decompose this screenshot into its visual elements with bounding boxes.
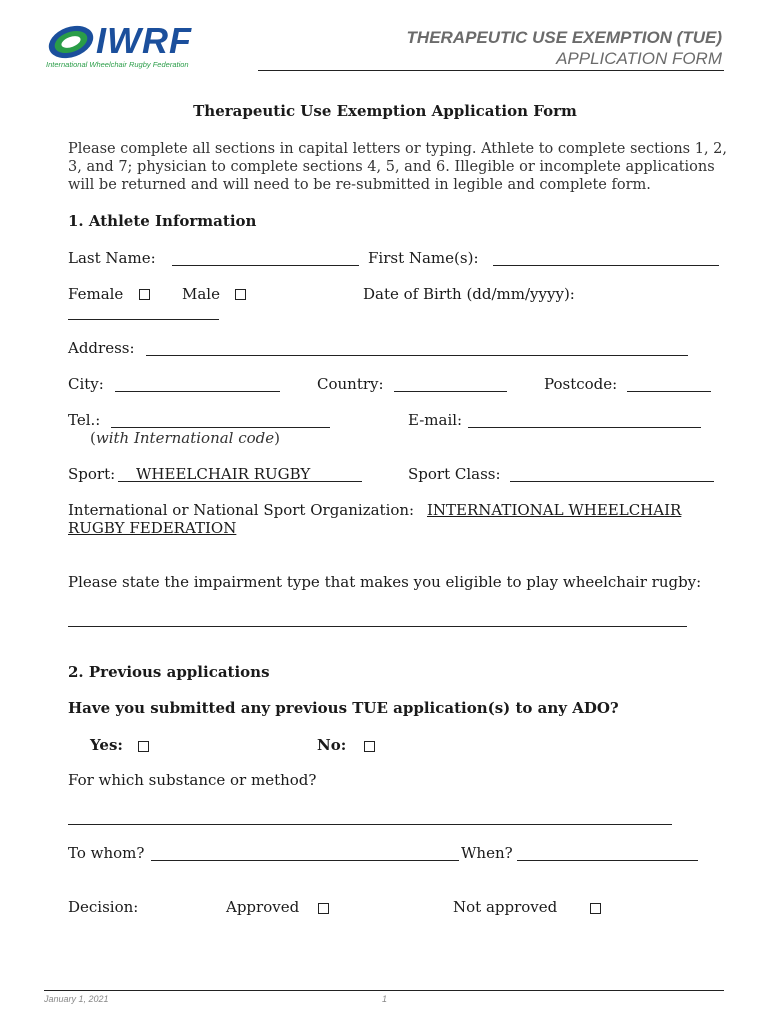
postcode-label: Postcode: (544, 375, 618, 393)
header-title-line1: THERAPEUTIC USE EXEMPTION (TUE) (406, 28, 722, 47)
to-whom-label: To whom? (68, 844, 145, 862)
form-title: Therapeutic Use Exemption Application Form (193, 102, 577, 120)
approved-label: Approved (226, 898, 300, 916)
when-label: When? (461, 844, 513, 862)
dob-label: Date of Birth (dd/mm/yyyy): (363, 285, 575, 303)
city-field[interactable] (115, 391, 280, 392)
iwrf-logo (46, 22, 196, 72)
tel-note: (with International code) (90, 429, 281, 447)
address-field[interactable] (146, 355, 688, 356)
sport-value: WHEELCHAIR RUGBY (136, 465, 311, 483)
last-name-field[interactable] (172, 265, 359, 266)
not-approved-label: Not approved (453, 898, 558, 916)
section2-heading: 2. Previous applications (68, 663, 270, 681)
wheelchair-rugby-ball-icon (46, 22, 98, 62)
male-label: Male (182, 285, 220, 303)
address-label: Address: (68, 339, 135, 357)
country-label: Country: (317, 375, 384, 393)
org-label: International or National Sport Organization: (68, 501, 415, 519)
decision-label: Decision: (68, 898, 139, 916)
previous-tue-question: Have you submitted any previous TUE application(s) to any ADO? (68, 699, 619, 717)
footer-rule (44, 990, 724, 991)
intro-line-3: will be returned and will need to be re-submitted in legible and complete form. (68, 177, 651, 193)
city-label: City: (68, 375, 104, 393)
tel-label: Tel.: (68, 411, 101, 429)
when-field[interactable] (517, 860, 698, 861)
org-value-line1: INTERNATIONAL WHEELCHAIR (427, 501, 682, 519)
to-whom-field[interactable] (151, 860, 459, 861)
last-name-label: Last Name: (68, 249, 156, 267)
tel-field[interactable] (111, 427, 330, 428)
header-title-line2: APPLICATION FORM (556, 49, 722, 68)
header-rule (258, 70, 724, 71)
not-approved-checkbox[interactable] (590, 903, 601, 914)
sport-label: Sport: (68, 465, 116, 483)
substance-label: For which substance or method? (68, 771, 317, 789)
male-checkbox[interactable] (235, 289, 246, 300)
sport-class-field[interactable] (510, 481, 714, 482)
no-label: No: (317, 736, 347, 754)
female-checkbox[interactable] (139, 289, 150, 300)
impairment-question: Please state the impairment type that makes you eligible to play wheelchair rugby: (68, 573, 702, 591)
org-value-line2: RUGBY FEDERATION (68, 519, 237, 537)
email-field[interactable] (468, 427, 701, 428)
first-names-label: First Name(s): (368, 249, 479, 267)
dob-field[interactable] (68, 319, 219, 320)
intro-line-1: Please complete all sections in capital letters or typing. Athlete to complete sections 1, 2, (68, 141, 727, 157)
yes-checkbox[interactable] (138, 741, 149, 752)
first-names-field[interactable] (493, 265, 719, 266)
postcode-field[interactable] (627, 391, 711, 392)
country-field[interactable] (394, 391, 507, 392)
logo-text: IWRF (96, 20, 192, 61)
footer-date: January 1, 2021 (44, 994, 109, 1004)
email-label: E-mail: (408, 411, 463, 429)
tel-note-text: with International code (95, 429, 275, 447)
impairment-field[interactable] (68, 626, 687, 627)
approved-checkbox[interactable] (318, 903, 329, 914)
female-label: Female (68, 285, 124, 303)
footer-page-number: 1 (382, 994, 388, 1004)
intro-line-2: 3, and 7; physician to complete sections 4, 5, and 6. Illegible or incomplete applications (68, 159, 715, 175)
yes-label: Yes: (90, 736, 123, 754)
substance-field[interactable] (68, 824, 672, 825)
logo-subtitle: International Wheelchair Rugby Federation (46, 60, 189, 69)
no-checkbox[interactable] (364, 741, 375, 752)
intro-paragraph (68, 140, 728, 194)
section1-heading: 1. Athlete Information (68, 212, 257, 230)
sport-class-label: Sport Class: (408, 465, 501, 483)
